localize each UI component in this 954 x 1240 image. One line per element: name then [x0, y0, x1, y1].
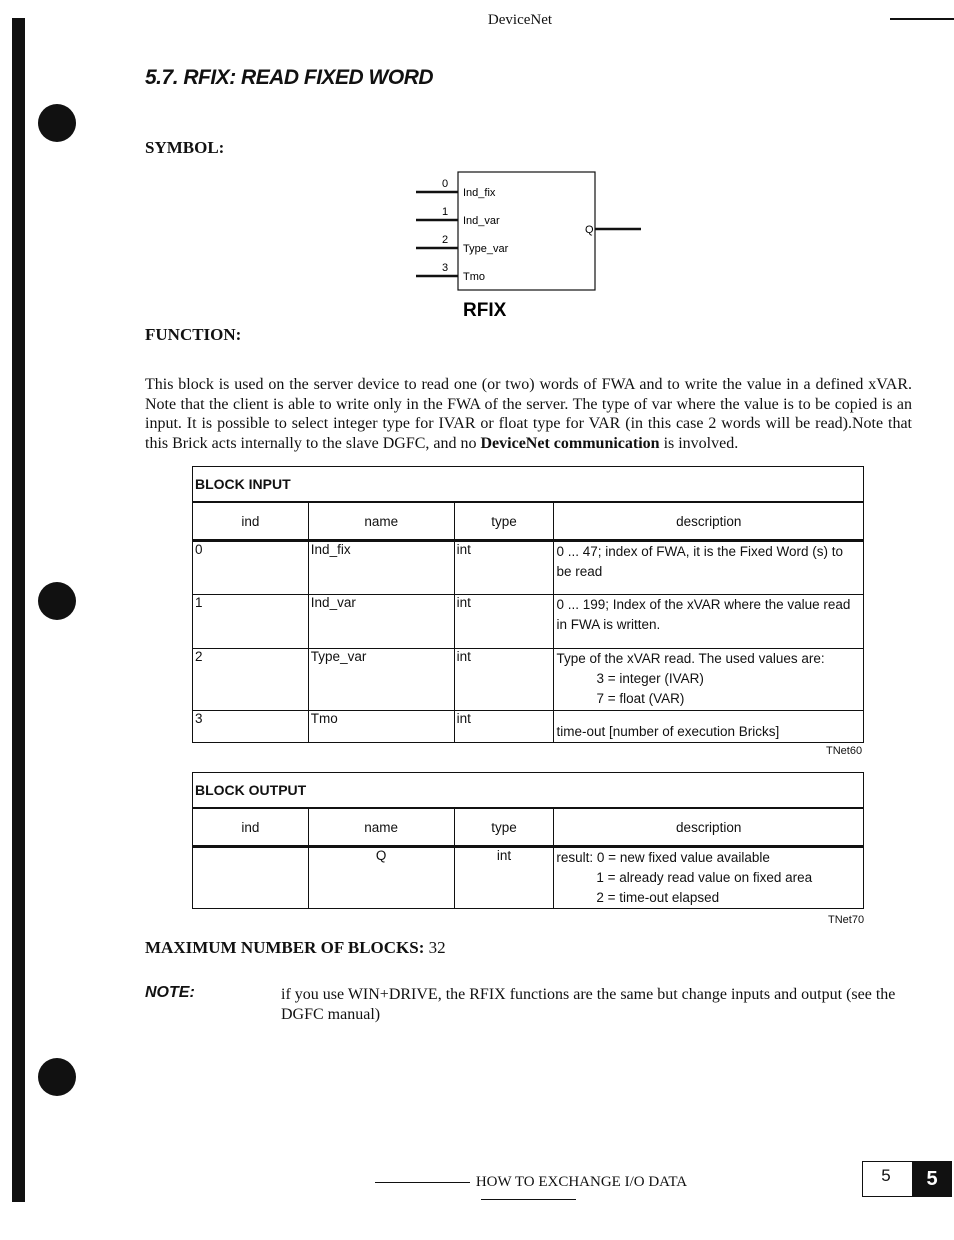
function-description: This block is used on the server device to read one (or two) words of FWA and to write the value in a defined xVAR. Note that the client is able to write only in the FWA of the server. The type of var where the value is to be copied is an input. It is possible to select integer type for IVAR or float type for VAR (in this case 2 words will be read).Note that this Brick acts internally to the slave DGFC, and no DeviceNet communication is involved. [145, 376, 912, 452]
header-rule [890, 18, 954, 20]
rfix-block-symbol [410, 166, 650, 326]
pin-number: 2 [442, 234, 449, 246]
table-row [193, 711, 864, 743]
emphasis: DeviceNet communication [480, 434, 660, 452]
cell-name: Type_var [308, 649, 454, 711]
cell-description: 0 ... 47; index of FWA, it is the Fixed Word (s) to be read [554, 541, 864, 595]
note-label: NOTE: [145, 984, 195, 1001]
cell-ind: 1 [193, 595, 309, 649]
pin-number: 1 [442, 206, 449, 218]
function-label: FUNCTION: [145, 325, 242, 344]
table-title: BLOCK OUTPUT [193, 773, 864, 809]
table-row [193, 595, 864, 649]
cell-type: int [454, 649, 554, 711]
column-header: name [308, 502, 454, 541]
column-header: ind [193, 808, 309, 847]
cell-name: Tmo [308, 711, 454, 743]
column-header: description [554, 502, 864, 541]
cell-ind: 0 [193, 541, 309, 595]
cell-type: int [454, 847, 554, 909]
cell-description: 0 ... 199; Index of the xVAR where the value read in FWA is written. [554, 595, 864, 649]
pin-label: Type_var [463, 243, 509, 255]
punch-hole [38, 582, 76, 620]
pin-number: 3 [442, 262, 449, 274]
table-row [193, 847, 864, 909]
output-pin-q [585, 224, 641, 236]
column-header: type [454, 502, 554, 541]
max-blocks-value: 32 [428, 938, 446, 957]
page-number: 5 [881, 1166, 891, 1185]
column-header: ind [193, 502, 309, 541]
cell-description: time-out [number of execution Bricks] [554, 711, 864, 743]
cell-ind: 2 [193, 649, 309, 711]
pin-label: Tmo [463, 271, 485, 283]
table-tag: TNet60 [826, 745, 863, 757]
cell-ind: 3 [193, 711, 309, 743]
cell-description: Type of the xVAR read. The used values are: 3 = integer (IVAR) 7 = float (VAR) [554, 649, 864, 711]
section-title: 5.7. RFIX: READ FIXED WORD [145, 66, 434, 89]
cell-name: Q [308, 847, 454, 909]
note-text: if you use WIN+DRIVE, the RFIX functions are the same but change inputs and output (see the DGFC manual) [281, 986, 896, 1023]
cell-type: int [454, 711, 554, 743]
block-input-table [192, 466, 864, 743]
cell-name: Ind_var [308, 595, 454, 649]
block-name: RFIX [463, 300, 507, 321]
table-row [193, 649, 864, 711]
pin-label: Q [585, 224, 594, 236]
block-output-table [192, 772, 864, 909]
cell-ind [193, 847, 309, 909]
cell-description: result: 0 = new fixed value available 1 = already read value on fixed area 2 = time-out elapsed [554, 847, 864, 909]
pin-label: Ind_fix [463, 187, 496, 199]
punch-hole [38, 104, 76, 142]
footer-chapter-title: HOW TO EXCHANGE I/O DATA [316, 1174, 740, 1208]
pin-number: 0 [442, 178, 449, 190]
symbol-label: SYMBOL: [145, 138, 225, 157]
column-header: name [308, 808, 454, 847]
binding-bar [12, 18, 25, 1202]
cell-name: Ind_fix [308, 541, 454, 595]
cell-type: int [454, 595, 554, 649]
pin-label: Ind_var [463, 215, 500, 227]
max-blocks-label: MAXIMUM NUMBER OF BLOCKS: [145, 938, 425, 957]
footer-rule [481, 1199, 576, 1200]
table-tag: TNet70 [828, 914, 865, 926]
table-row [193, 541, 864, 595]
running-header: DeviceNet [487, 12, 553, 28]
table-title: BLOCK INPUT [193, 467, 864, 503]
column-header: type [454, 808, 554, 847]
cell-type: int [454, 541, 554, 595]
punch-hole [38, 1058, 76, 1096]
chapter-tab: 5 [912, 1161, 952, 1197]
footer-rule [375, 1182, 470, 1183]
column-header: description [554, 808, 864, 847]
max-blocks [145, 938, 446, 958]
